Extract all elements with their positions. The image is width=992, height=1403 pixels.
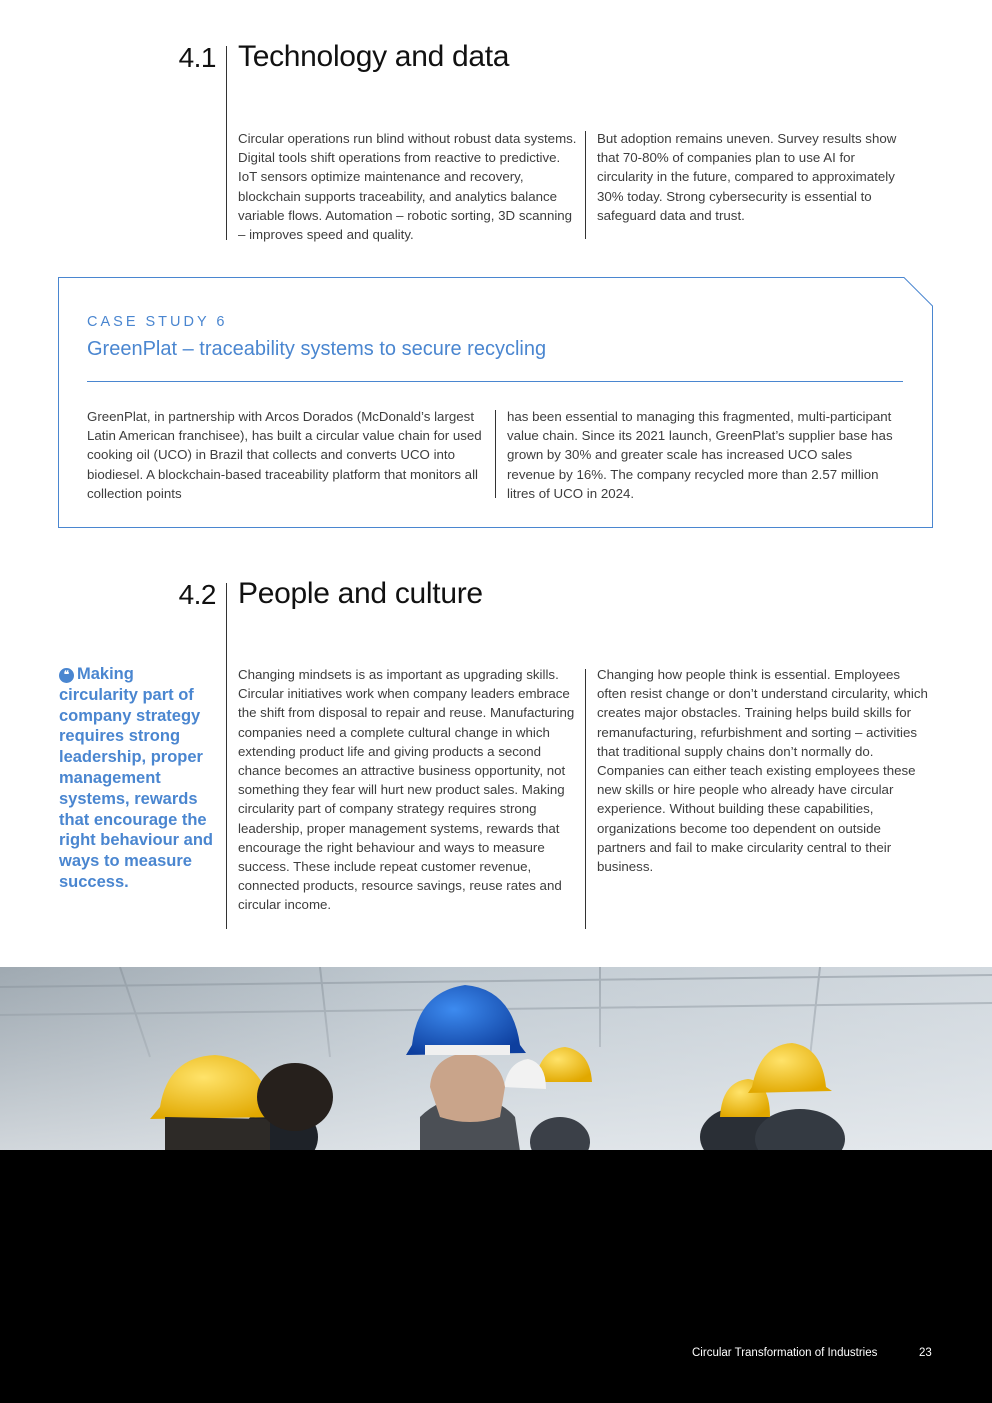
- footer-title: Circular Transformation of Industries: [692, 1347, 878, 1359]
- column-divider: [585, 669, 586, 929]
- case-study-divider: [495, 410, 496, 498]
- page-number: 23: [919, 1347, 932, 1359]
- quote-icon: ❝: [59, 668, 74, 683]
- column-divider: [585, 131, 586, 239]
- body-column-right: But adoption remains uneven. Survey results show that 70-80% of companies plan to use AI for circularity in the future, compared to approximately 30% today. Strong cybersecurity is essential to safeguard data and trust.: [597, 131, 897, 223]
- pull-quote: [59, 664, 217, 893]
- body-column-right: Changing how people think is essential. Employees often resist change or don’t understand circularity, which creates major obstacles. Training helps build skills for remanufacturing, refurbishment and sorting – activities that traditional supply chains don’t normally do. Companies can either teach existing employees these new skills or hire people who already have circular experience. Without building these capabilities, organizations become too dependent on outside partners and fail to make circularity central to their business.: [597, 667, 928, 875]
- section-divider: [226, 583, 227, 929]
- section-title: People and culture: [238, 577, 483, 610]
- case-study-rule: [87, 381, 903, 382]
- dark-footer-band: [0, 1150, 992, 1403]
- case-study-column-right: has been essential to managing this fragmented, multi-participant value chain. Since its 2021 launch, GreenPlat’s supplier base has grown by 30% and greater scale has increased UCO sales revenue by 16%. The company recycled more than 2.57 million litres of UCO in 2024.: [507, 409, 893, 501]
- body-column-left: Changing mindsets is as important as upgrading skills. Circular initiatives work when company leaders embrace the shift from disposal to repair and reuse. Manufacturing companies need a complete cultural change in which extending product life and giving products a second chance becomes an attractive business opportunity, not something they fear will hurt new product sales. Making circularity part of company strategy requires strong leadership, proper management systems, rewards that encourage the right behaviour and ways to measure success. These include repeat customer revenue, connected products, resource savings, reuse rates and circular income.: [238, 667, 575, 913]
- case-study-title: GreenPlat – traceability systems to secure recycling: [87, 338, 547, 360]
- pull-quote-text: Making circularity part of company strategy requires strong leadership, proper management systems, rewards that encourage the right behaviour and ways to measure success.: [59, 665, 214, 891]
- section-title: Technology and data: [238, 40, 510, 73]
- factory-workers-photo: [0, 967, 992, 1151]
- case-study-label: CASE STUDY 6: [87, 314, 228, 330]
- section-number: 4.2: [178, 579, 216, 610]
- case-study-column-left: GreenPlat, in partnership with Arcos Dorados (McDonald’s largest Latin American franchisee), has built a circular value chain for used cooking oil (UCO) in Brazil that collects and converts UCO into biodiesel. A blockchain-based traceability platform that monitors all collection points: [87, 409, 482, 501]
- section-divider: [226, 46, 227, 240]
- body-column-left: Circular operations run blind without robust data systems. Digital tools shift operations from reactive to predictive. IoT sensors optimize maintenance and recovery, blockchain supports traceability, and analytics balance variable flows. Automation – robotic sorting, 3D scanning – improves speed and quality.: [238, 131, 577, 243]
- section-number: 4.1: [178, 42, 216, 73]
